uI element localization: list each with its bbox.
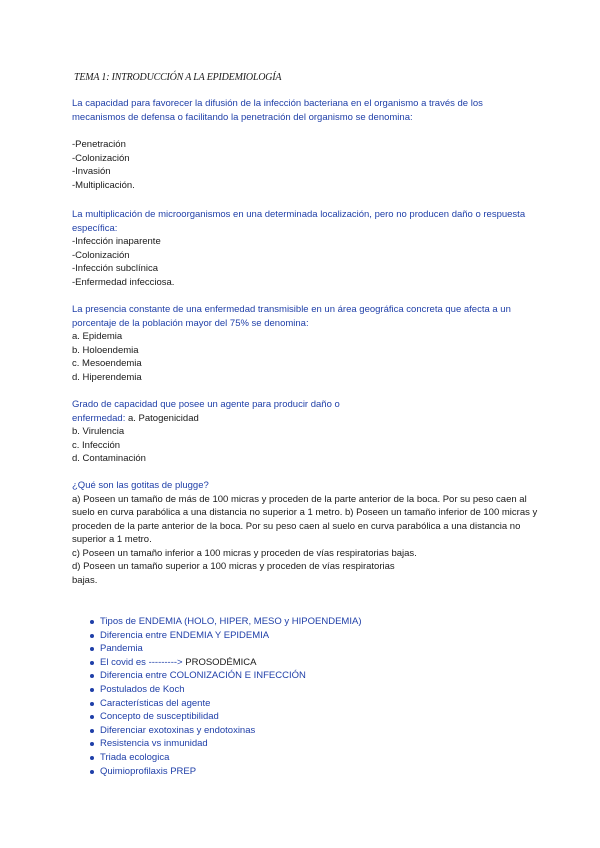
topic-item: Resistencia vs inmunidad [90,737,361,751]
question-2-option: -Colonización [72,249,130,261]
page-title: TEMA 1: INTRODUCCIÓN A LA EPIDEMIOLOGÍA [74,72,282,83]
question-4-option: b. Virulencia [72,426,125,437]
question-5-answer-d-line1: d) Poseen un tamaño superior a 100 micras y proceden de vías respiratorias [72,561,395,572]
question-3-option: d. Hiperendemia [72,371,142,383]
question-3-option: a. Epidemia [72,331,123,342]
question-4-text-line1: Grado de capacidad que posee un agente para producir daño o [72,399,340,410]
question-3-text: La presencia constante de una enfermedad transmisible en un área geográfica concreta que afecta a un porcentaje de la población mayor del 75% se denomina: [72,304,511,329]
topic-item [90,669,361,683]
topic-item: Quimioprofilaxis PREP [90,765,361,779]
question-3-option: c. Mesoendemia [72,358,142,369]
question-5-answer-d-line2: bajas. [72,574,98,586]
question-1-text: La capacidad para favorecer la difusión de la infección bacteriana en el organismo a través de los mecanismos de defensa o facilitando la penetración del organismo se denomina: [72,98,483,123]
question-4-text-line2: enfermedad: [72,412,126,424]
question-1-option: -Colonización [72,152,130,164]
question-2-option: -Enfermedad infecciosa. [72,276,175,288]
question-3 [72,303,532,384]
question-3-option: b. Holoendemia [72,344,139,356]
question-4-option: a. Patogenicidad [127,412,199,424]
question-1-option: -Invasión [72,166,111,177]
topic-item-suffix: PROSODÉMICA [185,656,257,668]
topic-item-prefix: Diferencia entre [100,670,170,682]
topic-item: Diferenciar exotoxinas y endotoxinas [90,724,361,738]
question-1-option: -Multiplicación. [72,179,135,191]
question-2-text: La multiplicación de microorganismos en una determinada localización, pero no producen daño o respuesta específica: [72,209,526,234]
topic-item: Pandemia [90,642,361,656]
question-4-option: c. Infección [72,439,121,451]
question-2 [72,208,532,289]
topic-item: Concepto de susceptibilidad [90,710,361,724]
question-5-text: ¿Qué son las gotitas de plugge? [72,480,209,491]
topic-item: Diferencia entre ENDEMIA Y EPIDEMIA [90,629,361,643]
topic-item-prefix: El covid es ---------> [100,656,186,668]
question-4 [72,398,532,466]
question-5-answer-ab: a) Poseen un tamaño de más de 100 micras y proceden de la parte anterior de la boca. Por su peso caen al suelo en curva parabólica a una distancia no superior a 1 metro. b) Poseen un tamaño inferior de 100 micras y proceden de la parte anterior de la boca. Por su peso caen al suelo en curva parabólica a una distancia no superior a 1 metro. [72,493,538,545]
question-1-option: -Penetración [72,139,126,150]
topic-item: Triada ecologica [90,751,361,765]
question-2-option: -Infección inaparente [72,236,161,247]
question-5-answer-c: c) Poseen un tamaño inferior a 100 micras y proceden de vías respiratorias bajas. [72,547,417,559]
topic-item [90,656,361,670]
question-4-option: d. Contaminación [72,453,146,464]
question-1 [72,97,532,192]
topic-item: Características del agente [90,697,361,711]
topics-list [90,615,361,778]
topic-item: Tipos de ENDEMIA (HOLO, HIPER, MESO y HIPOENDEMIA) [90,615,361,629]
question-2-option: -Infección subclínica [72,263,159,274]
topic-item-suffix: COLONIZACIÓN E INFECCIÓN [169,670,306,682]
topic-item: Postulados de Koch [90,683,361,697]
question-5 [72,479,540,587]
